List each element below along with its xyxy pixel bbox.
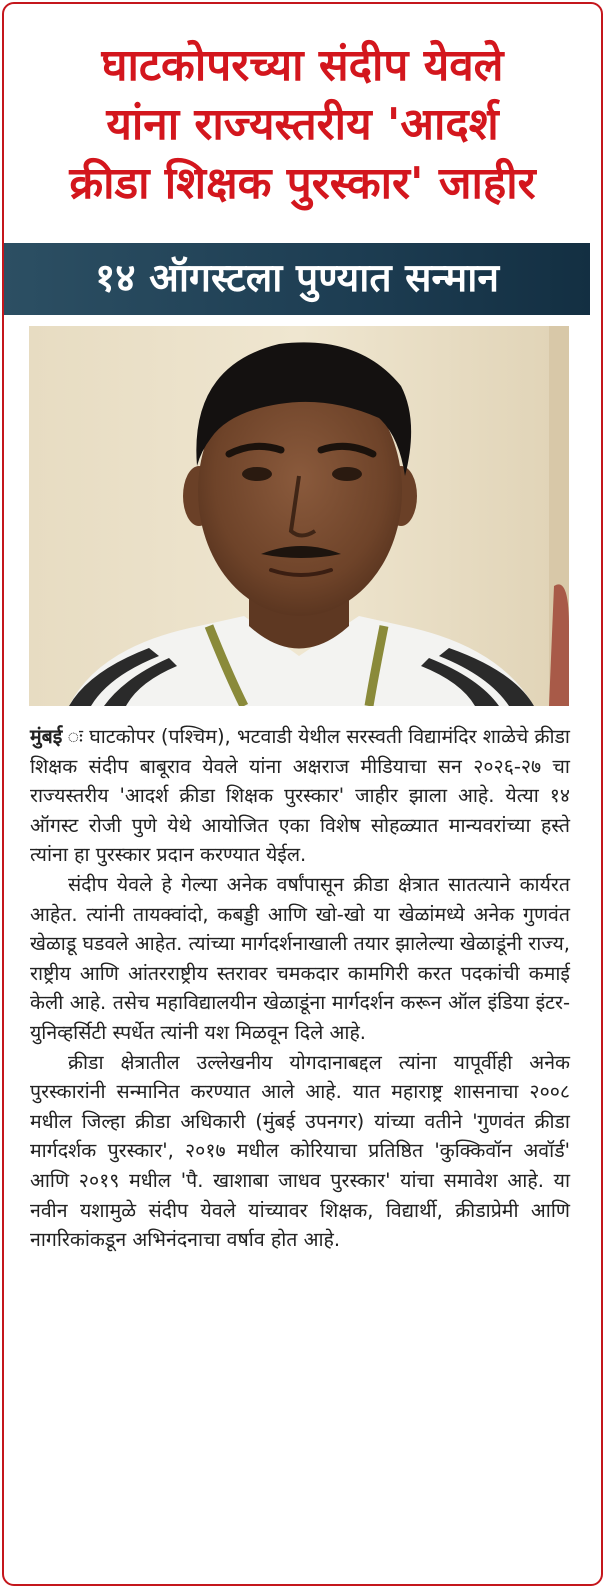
- article-body: [30, 722, 570, 1255]
- article-paragraph: संदीप येवले हे गेल्या अनेक वर्षांपासून क्रीडा क्षेत्रात सातत्याने कार्यरत आहेत. त्यांनी तायक्वांदो, कबड्डी आणि खो-खो या खेळांमध्ये अनेक गुणवंत खेळाडू घडवले आहेत. त्यांच्या मार्गदर्शनाखाली तयार झालेल्या खेळाडूंनी राज्य, राष्ट्रीय आणि आंतरराष्ट्रीय स्तरावर चमकदार कामगिरी करत पदकांची कमाई केली आहे. तसेच महाविद्यालयीन खेळाडूंना मार्गदर्शन करून ऑल इंडिया इंटर-युनिव्हर्सिटी स्पर्धेत त्यांनी यश मिळवून दिले आहे.: [30, 872, 570, 1044]
- headline-line: क्रीडा शिक्षक पुरस्कार' जाहीर: [69, 158, 536, 209]
- paragraph-text: घाटकोपर (पश्चिम), भटवाडी येथील सरस्वती विद्यामंदिर शाळेचे क्रीडा शिक्षक संदीप बाबूराव येवले यांना अक्षराज मीडियाचा सन २०२६-२७ चा राज्यस्तरीय 'आदर्श क्रीडा शिक्षक पुरस्कार' जाहीर झाला आहे. येत्या १४ ऑगस्ट रोजी पुणे येथे आयोजित एका विशेष सोहळ्यात मान्यवरांच्या हस्ते त्यांना हा पुरस्कार प्रदान करण्यात येईल.: [30, 725, 570, 867]
- headline-line: यांना राज्यस्तरीय 'आदर्श: [106, 99, 499, 150]
- subheadline-banner: [4, 243, 590, 315]
- portrait-photo: [29, 326, 569, 706]
- dateline-separator: ः: [62, 725, 90, 748]
- dateline: मुंबई: [30, 725, 63, 748]
- headline: [14, 36, 591, 213]
- news-card: [2, 2, 603, 1586]
- article-paragraph: [30, 722, 570, 870]
- headline-line: घाटकोपरच्या संदीप येवले: [101, 40, 504, 91]
- subheadline: १४ ऑगस्टला पुण्यात सन्मान: [95, 256, 499, 301]
- article-paragraph: क्रीडा क्षेत्रातील उल्लेखनीय योगदानाबद्दल त्यांना यापूर्वीही अनेक पुरस्कारांनी सन्मानित करण्यात आले आहे. यात महाराष्ट्र शासनाचा २००८ मधील जिल्हा क्रीडा अधिकारी (मुंबई उपनगर) यांच्या वतीने 'गुणवंत क्रीडा मार्गदर्शक पुरस्कार', २०१७ मधील कोरियाचा प्रतिष्ठित 'कुक्किवॉन अवॉर्ड' आणि २०१९ मधील 'पै. खाशाबा जाधव पुरस्कार' यांचा समावेश आहे. या नवीन यशामुळे संदीप येवले यांच्यावर शिक्षक, विद्यार्थी, क्रीडाप्रेमी आणि नागरिकांकडून अभिनंदनाचा वर्षाव होत आहे.: [30, 1050, 570, 1252]
- portrait-illustration: [29, 326, 569, 706]
